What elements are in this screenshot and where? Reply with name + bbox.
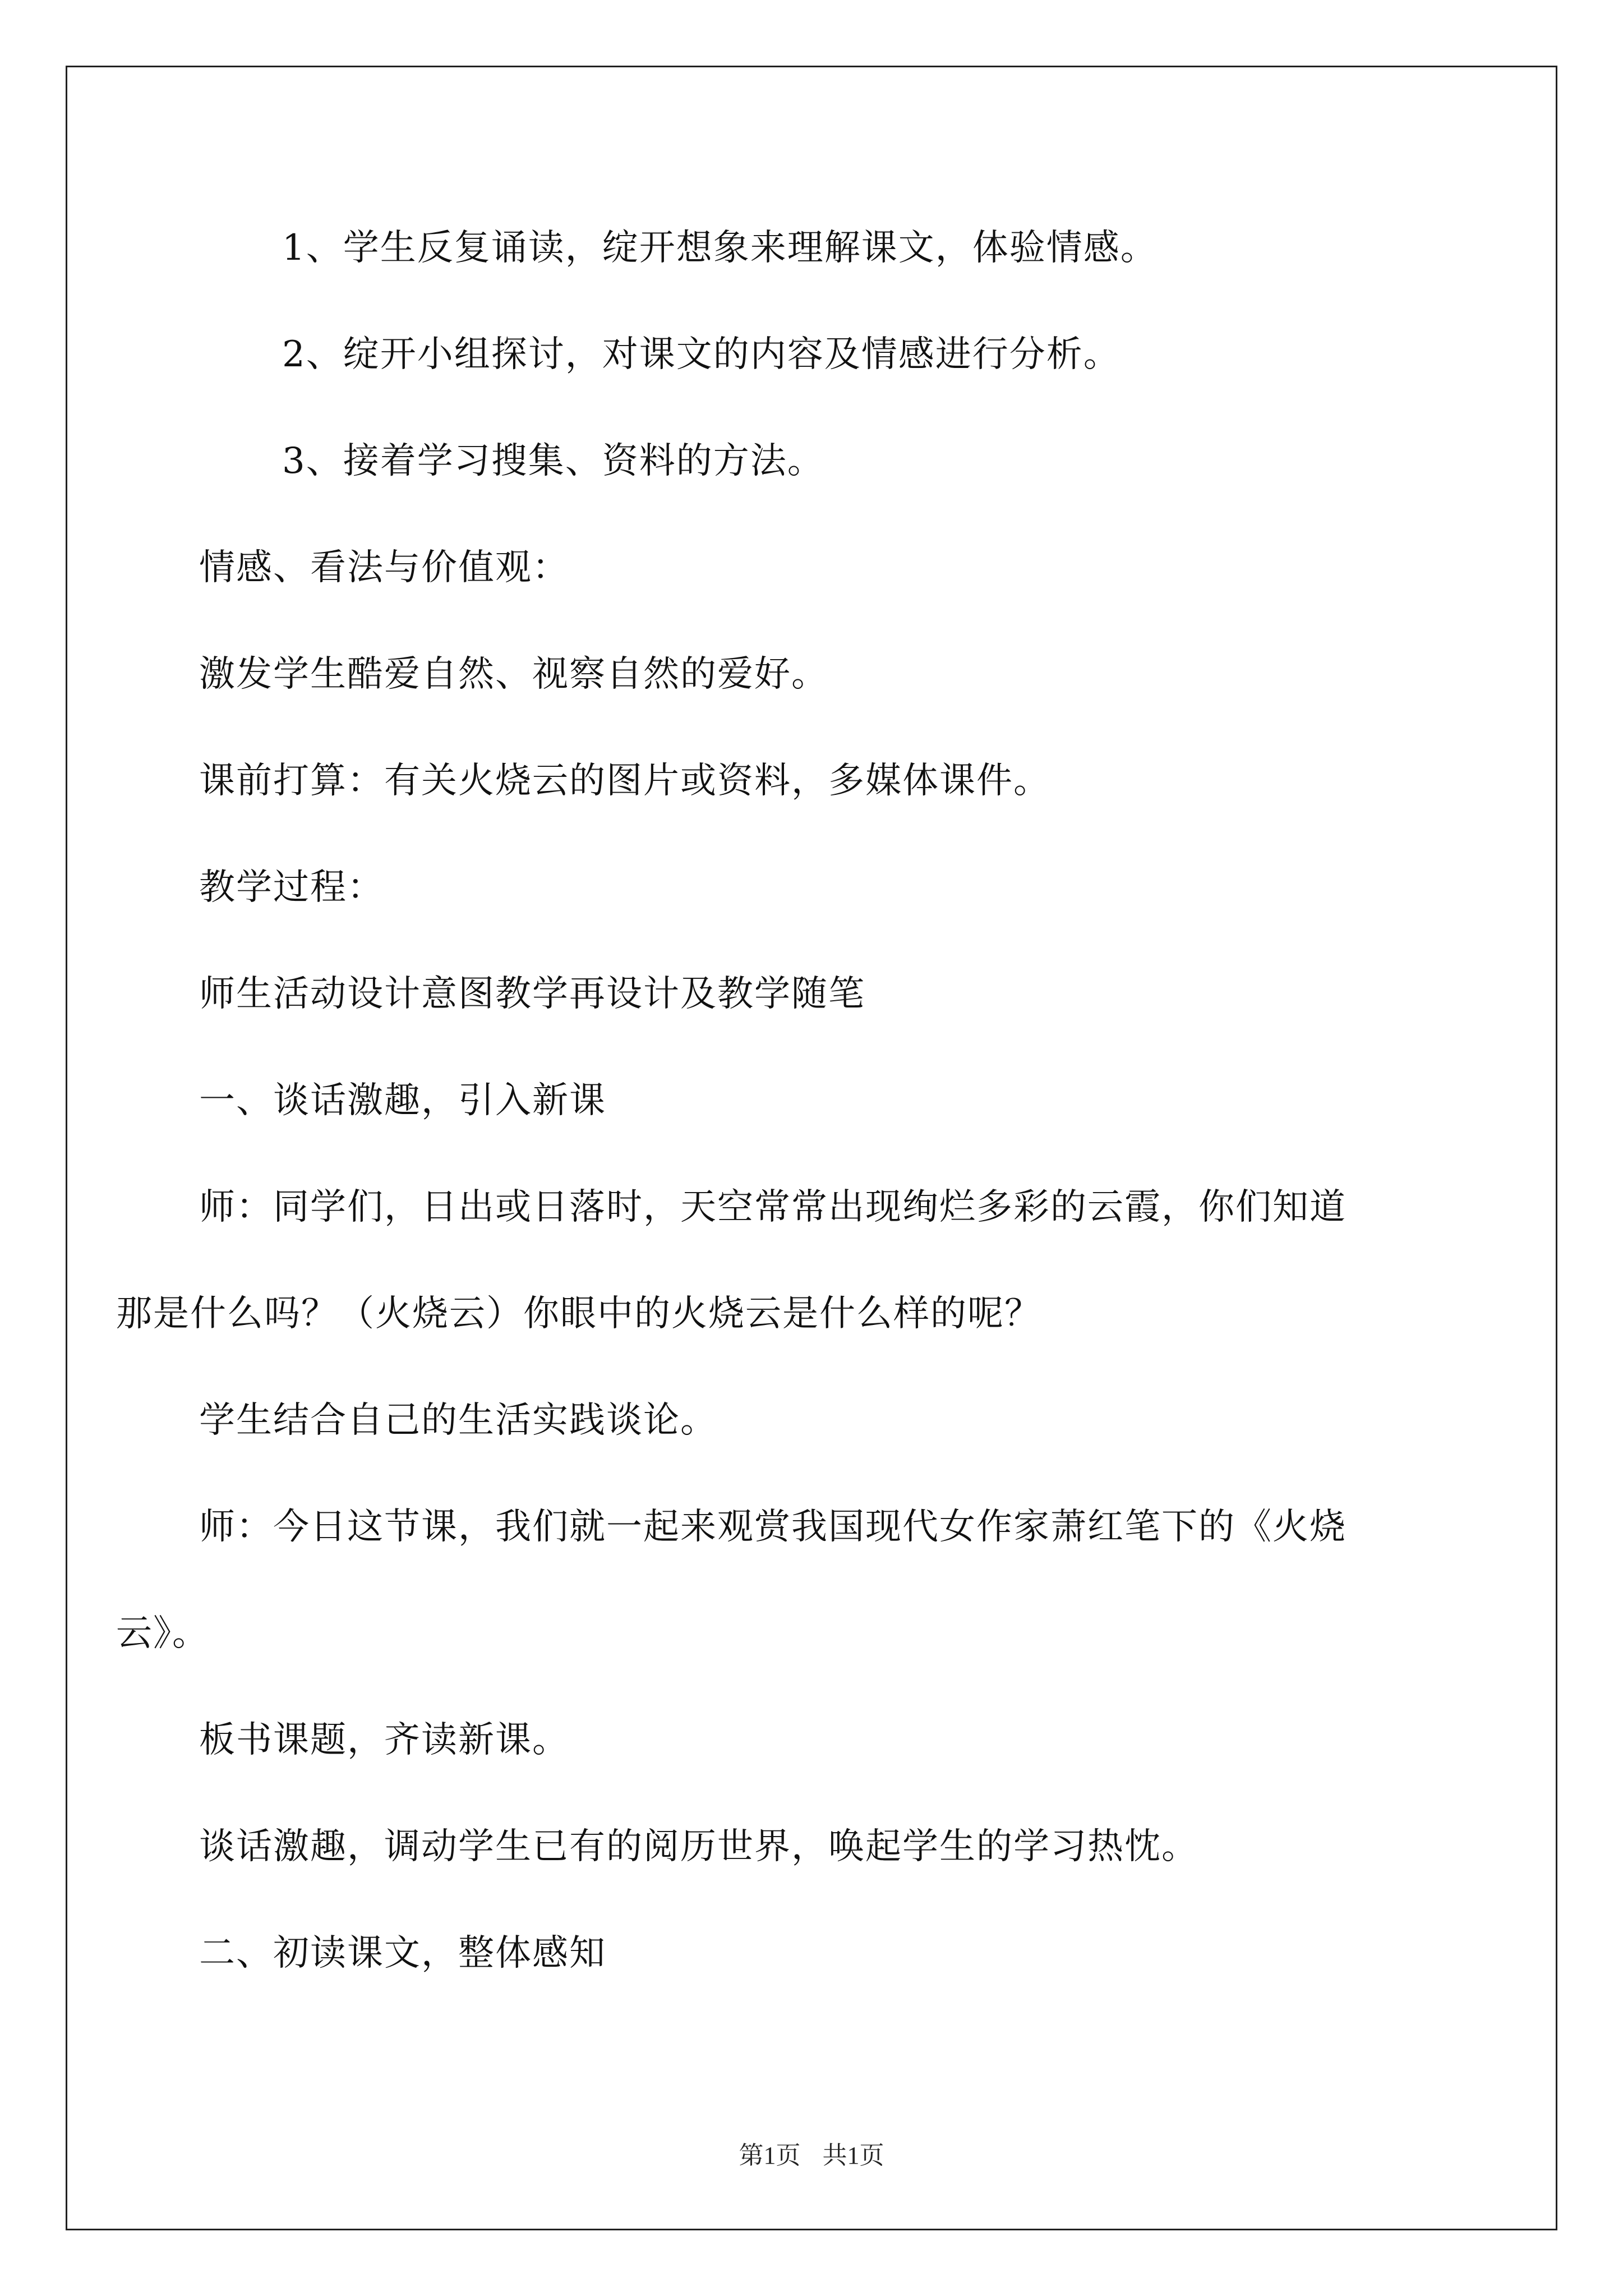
paragraph: 2、绽开小组探讨，对课文的内容及情感进行分析。 [282,334,1121,375]
paragraph: 激发学生酷爱自然、视察自然的爱好。 [199,654,828,695]
paragraph: 学生结合自己的生活实践谈论。 [199,1400,717,1441]
paragraph: 一、谈话激趣，引入新课 [199,1080,606,1121]
paragraph: 3、接着学习搜集、资料的方法。 [282,440,824,482]
paragraph: 二、初读课文，整体感知 [199,1932,606,1974]
paragraph: 谈话激趣，调动学生已有的阅历世界，唤起学生的学习热忱。 [199,1826,1198,1867]
paragraph: 师：同学们，日出或日落时，天空常常出现绚烂多彩的云霞，你们知道那是什么吗？（火烧云）你眼中的火烧云是什么样的呢？ [116,1186,1347,1335]
paragraph: 师：今日这节课，我们就一起来观赏我国现代女作家萧红笔下的《火烧云》。 [116,1506,1347,1654]
page-border [66,66,1557,2230]
paragraph: 师生活动设计意图教学再设计及教学随笔 [199,973,865,1015]
paragraph: 情感、看法与价值观： [199,547,569,588]
paragraph: 教学过程： [199,867,384,908]
paragraph: 1、学生反复诵读，绽开想象来理解课文，体验情感。 [282,227,1158,269]
page-footer [0,2135,1623,2171]
paragraph: 课前打算：有关火烧云的图片或资料，多媒体课件。 [199,760,1050,802]
page-total: 共1页 [822,2142,884,2169]
page-number: 第1页 [739,2142,801,2169]
paragraph: 板书课题，齐读新课。 [199,1719,569,1761]
